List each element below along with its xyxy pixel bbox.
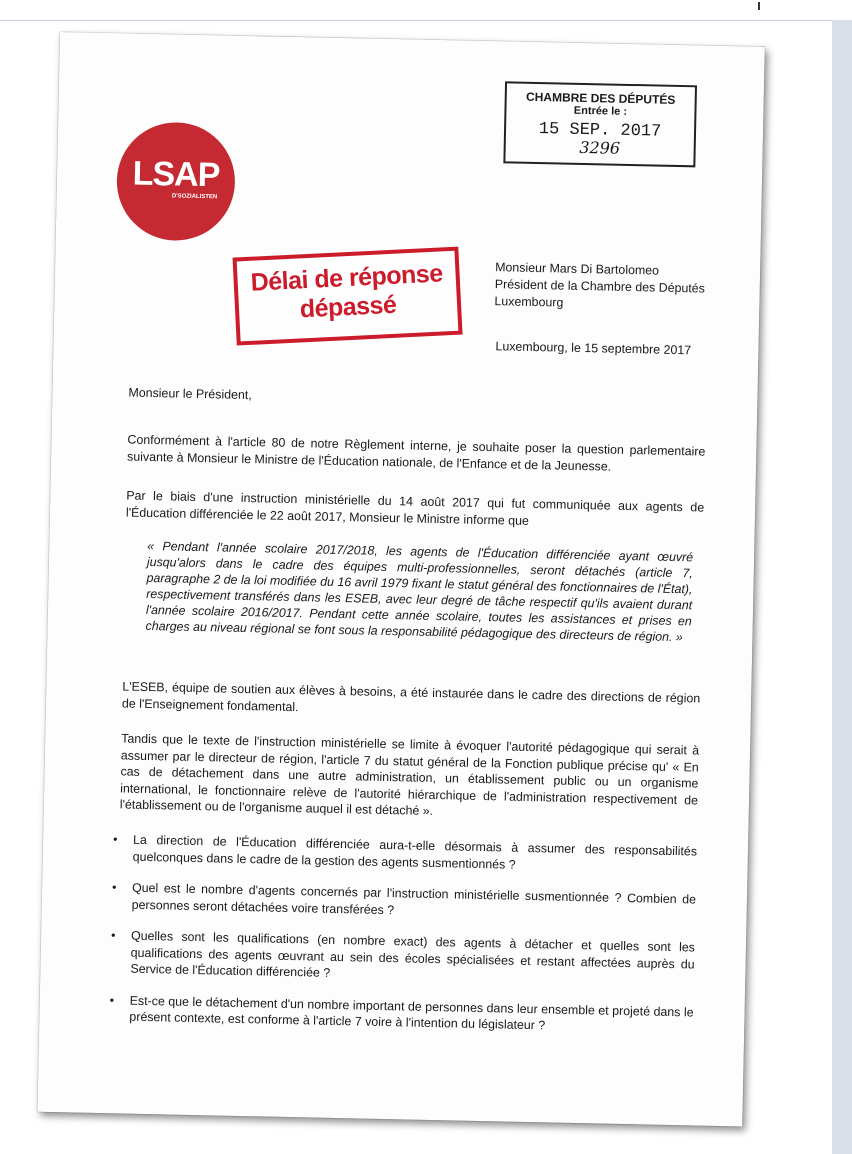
paragraph-intro: Conformément à l'article 80 de notre Règlement interne, je souhaite poser la question parlementaire suivante à Monsieur le Ministre de l'Éducation nationale, de l'Enfance et de la Jeunesse.	[126, 432, 706, 474]
paragraph-eseb: L'ESEB, équipe de soutien aux élèves à besoins, a été instaurée dans le cadre des directions de région de l'Enseignement fondamental.	[121, 679, 701, 714]
paragraph-instruction: Par le biais d'une instruction ministérielle du 14 août 2017 qui fut communiquée aux agents de l'Éducation différenciée le 22 août 2017, Monsieur le Ministre informe que	[125, 488, 705, 528]
registration-stamp-title: CHAMBRE DES DÉPUTÉS	[525, 89, 676, 107]
side-stripe	[832, 20, 852, 1154]
registration-stamp-date: 15 SEP. 2017	[538, 120, 662, 142]
place-date: Luxembourg, le 15 septembre 2017	[495, 339, 692, 358]
addressee-city: Luxembourg	[494, 294, 564, 310]
delay-stamp-line1: Délai de réponse	[250, 259, 444, 297]
addressee-title: Président de la Chambre des Députés	[494, 277, 705, 296]
question-item: • La direction de l'Éducation différenciée aura-t-elle désormais à assumer des responsabilités quelconques dans le cadre de la gestion des agents susmentionnés ?	[113, 831, 698, 876]
registration-stamp	[503, 81, 697, 167]
lsap-logo	[116, 121, 236, 241]
top-bar	[0, 0, 852, 21]
deadline-exceeded-stamp	[233, 247, 463, 346]
question-item: • Quel est le nombre d'agents concernés par l'instruction ministérielle susmentionnée ? Combien de personnes seront détachées voire transférées ?	[112, 879, 697, 924]
addressee-block	[494, 259, 705, 314]
question-item: • Est-ce que le détachement d'un nombre important de personnes dans leur ensemble et projeté dans le présent contexte, est conforme à l'article 7 voire à l'intention du législateur ?	[109, 992, 694, 1037]
letter-page	[37, 32, 764, 1127]
logo-text: LSAP	[132, 154, 220, 195]
logo-tagline: D'SOZIALISTEN	[171, 193, 218, 201]
addressee-name: Monsieur Mars Di Bartolomeo	[495, 260, 660, 278]
registration-stamp-subtitle: Entrée le :	[573, 104, 628, 118]
salutation: Monsieur le Président,	[128, 385, 252, 403]
paragraph-article-7: Tandis que le texte de l'instruction ministérielle se limite à évoquer l'autorité pédagogique qui serait à assumer par le directeur de région, l'article 7 du statut général de la Fonction publique précise qu' « En cas de détachement dans une autre administration, un établissement public ou un organisme international, le fonctionnaire relève de l'autorité hiérarchique de l'administration respectivement de l'établissement ou de l'organisme auquel il est détaché ».	[119, 731, 700, 818]
delay-stamp-line2: dépassé	[299, 290, 397, 324]
registration-number: 3296	[579, 137, 621, 158]
cursor-mark	[758, 2, 760, 10]
question-item: • Quelles sont les qualifications (en nombre exact) des agents à détacher et quelles sont les qualifications des agents œuvrant au sein des écoles spécialisées et restant affectées auprès du Service de l'Éducation différenciée ?	[110, 927, 695, 989]
ministerial-quote: « Pendant l'année scolaire 2017/2018, les agents de l'Éducation différenciée ayant œuvré jusqu'alors dans le cadre des équipes multi-professionnelles, seront détachés (article 7, paragraphe 2 de la loi modifiée du 16 avril 1979 fixant le statut général des fonctionnaires de l'État), respectivement transférés dans les ESEB, avec leur degré de tâche respectif qu'ils avaient durant l'année scolaire 2016/2017. Pendant cette année scolaire, toutes les assistances et prises en charges au niveau régional se font sous la responsabilité pédagogique des directeurs de région. »	[145, 538, 694, 645]
question-list	[109, 831, 697, 1052]
